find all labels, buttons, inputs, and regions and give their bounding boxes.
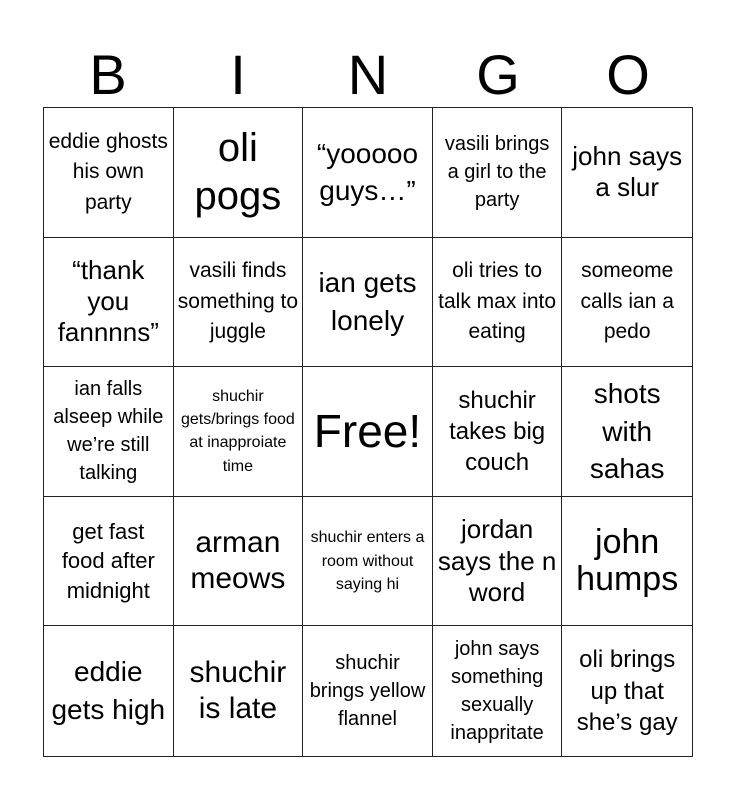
bingo-cell-text: eddie ghosts his own party bbox=[48, 129, 168, 214]
bingo-cell-text: john humps bbox=[576, 522, 679, 599]
bingo-cell-r5c4[interactable] bbox=[433, 626, 563, 756]
bingo-cell-r1c3[interactable] bbox=[303, 108, 433, 238]
bingo-cell-text: “yooooo guys…” bbox=[316, 137, 419, 207]
bingo-cell-text: shuchir is late bbox=[189, 656, 287, 726]
bingo-cell-r2c5[interactable] bbox=[562, 238, 692, 368]
bingo-header bbox=[43, 40, 693, 110]
bingo-cell-text: oli brings up that she’s gay bbox=[576, 646, 678, 736]
bingo-cell-text: oli pogs bbox=[194, 126, 282, 219]
bingo-cell-r3c1[interactable] bbox=[44, 367, 174, 497]
bingo-cell-r2c3[interactable] bbox=[303, 238, 433, 368]
bingo-cell-r5c1[interactable] bbox=[44, 626, 174, 756]
bingo-cell-r5c5[interactable] bbox=[562, 626, 692, 756]
bingo-cell-text: shuchir gets/brings food at inapproiate time bbox=[180, 388, 295, 475]
bingo-cell-text: get fast food after midnight bbox=[61, 518, 155, 603]
bingo-cell-r5c2[interactable] bbox=[174, 626, 304, 756]
bingo-cell-text: vasili brings a girl to the party bbox=[444, 133, 550, 212]
bingo-cell-r1c5[interactable] bbox=[562, 108, 692, 238]
bingo-cell-text: ian gets lonely bbox=[318, 267, 417, 336]
bingo-cell-r4c1[interactable] bbox=[44, 497, 174, 627]
bingo-grid bbox=[43, 107, 693, 757]
bingo-cell-text: shuchir brings yellow flannel bbox=[309, 652, 426, 731]
bingo-cell-r2c2[interactable] bbox=[174, 238, 304, 368]
bingo-cell-text: shuchir enters a room without saying hi bbox=[310, 529, 425, 593]
bingo-cell-r5c3[interactable] bbox=[303, 626, 433, 756]
bingo-cell-r1c1[interactable] bbox=[44, 108, 174, 238]
header-letter-i: I bbox=[230, 43, 246, 106]
bingo-cell-r1c2[interactable] bbox=[174, 108, 304, 238]
bingo-cell-text: oli tries to talk max into eating bbox=[438, 259, 557, 344]
bingo-cell-text: “thank you fannnns” bbox=[57, 255, 159, 348]
bingo-cell-text: eddie gets high bbox=[51, 656, 166, 726]
bingo-cell-text: john says a slur bbox=[572, 141, 683, 203]
header-letter-o: O bbox=[606, 43, 650, 106]
bingo-cell-r4c2[interactable] bbox=[174, 497, 304, 627]
bingo-cell-text: Free! bbox=[313, 405, 422, 458]
bingo-cell-r3c4[interactable] bbox=[433, 367, 563, 497]
header-letter-g: G bbox=[476, 43, 520, 106]
bingo-cell-text: arman meows bbox=[190, 526, 286, 596]
bingo-cell-r2c1[interactable] bbox=[44, 238, 174, 368]
bingo-cell-r3c5[interactable] bbox=[562, 367, 692, 497]
header-letter-n: N bbox=[347, 43, 389, 106]
bingo-cell-text: shots with sahas bbox=[589, 377, 665, 485]
bingo-cell-text: vasili finds something to juggle bbox=[177, 259, 299, 344]
header-letter-b: B bbox=[89, 43, 127, 106]
bingo-cell-text: someome calls ian a pedo bbox=[580, 259, 674, 344]
bingo-cell-r2c4[interactable] bbox=[433, 238, 563, 368]
bingo-cell-text: john says something sexually inappritate bbox=[450, 638, 544, 745]
bingo-cell-r3c2[interactable] bbox=[174, 367, 304, 497]
bingo-cell-text: jordan says the n word bbox=[437, 514, 557, 607]
bingo-cell-r1c4[interactable] bbox=[433, 108, 563, 238]
bingo-cell-text: shuchir takes big couch bbox=[449, 386, 546, 477]
bingo-cell-r4c5[interactable] bbox=[562, 497, 692, 627]
bingo-cell-r4c4[interactable] bbox=[433, 497, 563, 627]
bingo-cell-text: ian falls alseep while we’re still talking bbox=[53, 378, 164, 485]
bingo-cell-r4c3[interactable] bbox=[303, 497, 433, 627]
bingo-cell-free[interactable] bbox=[303, 367, 433, 497]
